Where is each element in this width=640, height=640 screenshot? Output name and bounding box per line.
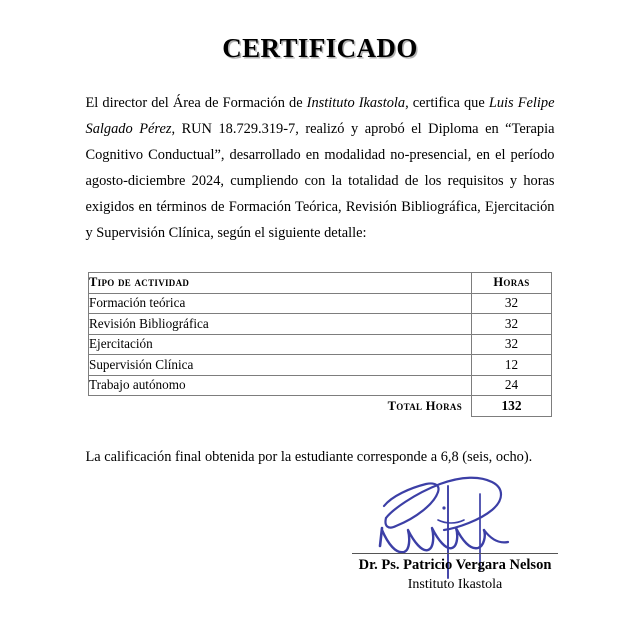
statement-segment-student-name: Luis Felipe Salgado Pérez: [85, 95, 555, 137]
certificate-statement-paragraph: [86, 90, 555, 246]
table-header: [89, 273, 552, 294]
activity-hours-table: [88, 272, 552, 417]
table-header-row: [89, 273, 552, 294]
column-header-hours: Horas: [472, 273, 552, 294]
total-hours-value: 132: [472, 396, 552, 417]
statement-segment-details: , RUN 18.729.319-7, realizó y aprobó el Diploma en “Terapia Cognitivo Conductual”, desarrollado en modalidad no-presencial, en el período agosto-diciembre 2024, cumpliendo con la totalidad de los requisitos y horas exigidos en términos de Formación Teórica, Revisión Bibliográfica, Ejercitación y Supervisión Clínica, según el siguiente detalle:: [85, 121, 555, 241]
activity-table-container: [88, 246, 552, 417]
cell-activity: Revisión Bibliográfica: [89, 314, 472, 335]
table-total-row: [89, 396, 552, 417]
statement-segment-intro: El director del Área de Formación de: [85, 95, 307, 111]
page-title: CERTIFICADO: [222, 33, 418, 63]
cell-activity: Trabajo autónomo: [89, 375, 472, 396]
table-row: [89, 334, 552, 355]
cell-activity: Formación teórica: [89, 293, 472, 314]
statement-segment-connector: , certifica que: [405, 95, 489, 111]
cell-hours: 12: [472, 355, 552, 376]
cell-activity: Supervisión Clínica: [89, 355, 472, 376]
cell-hours: 32: [472, 334, 552, 355]
table-row: [89, 314, 552, 335]
cell-hours: 32: [472, 314, 552, 335]
final-grade-text: La calificación final obtenida por la estudiante corresponde a 6,8 (seis, ocho).: [85, 448, 533, 465]
cell-hours: 32: [472, 293, 552, 314]
signature-line: [352, 553, 558, 554]
certificate-body: [86, 64, 555, 246]
table-row: [89, 355, 552, 376]
table-row: [89, 293, 552, 314]
cell-hours: 24: [472, 375, 552, 396]
total-hours-label: Total Horas: [387, 398, 462, 413]
signature-canvas: [352, 470, 558, 553]
statement-segment-institution: Instituto Ikastola: [306, 95, 406, 111]
grade-section: [86, 417, 555, 470]
signer-organization: Instituto Ikastola: [407, 577, 503, 592]
signature-block: [352, 470, 558, 594]
column-header-activity: Tipo de actividad: [89, 273, 472, 294]
cell-activity: Ejercitación: [89, 334, 472, 355]
signer-name: Dr. Ps. Patricio Vergara Nelson: [358, 557, 552, 573]
table-body: [89, 293, 552, 416]
table-row: [89, 375, 552, 396]
